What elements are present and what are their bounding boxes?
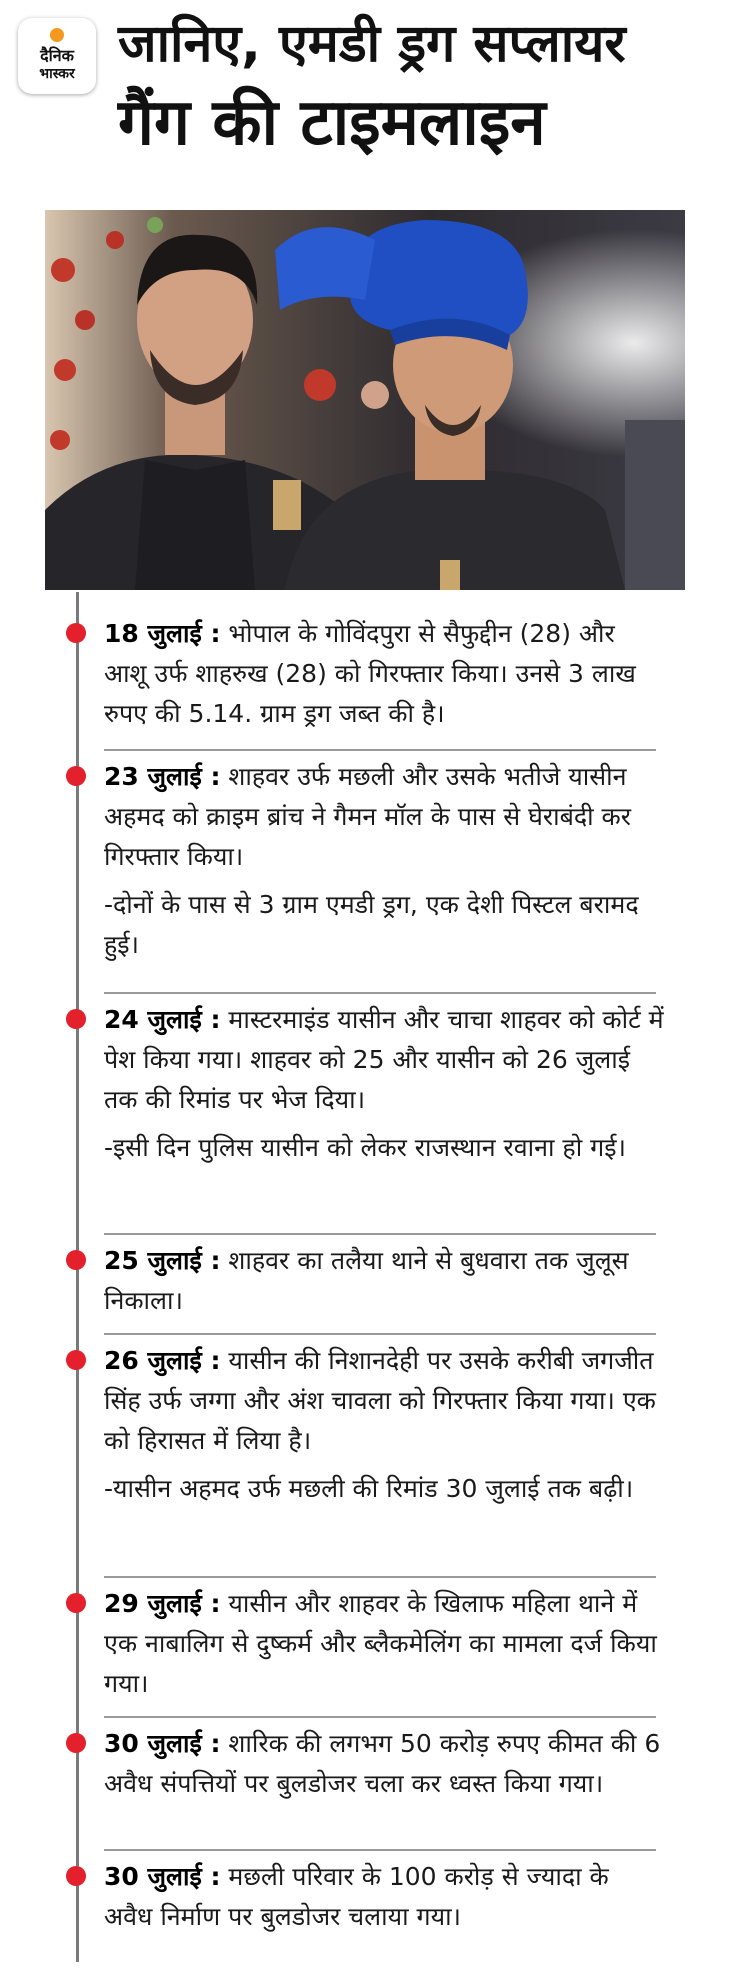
- page-title: [118, 8, 718, 166]
- timeline-dot: [66, 766, 86, 786]
- timeline-entry-2: [104, 757, 664, 965]
- entry-body: [104, 1857, 664, 1937]
- timeline-entry-7: [104, 1724, 664, 1804]
- entry-note: -दोनों के पास से 3 ग्राम एमडी ड्रग, एक देशी पिस्टल बरामद हुई।: [104, 890, 639, 959]
- photo-illustration: [45, 210, 685, 590]
- entry-body: [104, 757, 664, 877]
- photo: [45, 210, 685, 590]
- entry-date: 26 जुलाई :: [104, 1346, 221, 1375]
- entry-text: भोपाल के गोविंदपुरा से सैफुद्दीन (28) और आशू उर्फ शाहरुख (28) को गिरफ्तार किया। उनसे 3 लाख रुपए की 5.14. ग्राम ड्रग जब्त की है।: [104, 619, 636, 728]
- entry-body: [104, 1241, 664, 1321]
- entry-date: 23 जुलाई :: [104, 762, 221, 791]
- timeline-line: [76, 592, 79, 1962]
- timeline-entry-8: [104, 1857, 664, 1937]
- entry-body: [104, 1724, 664, 1804]
- entry-text: शाहवर उर्फ मछली और उसके भतीजे यासीन अहमद को क्राइम ब्रांच ने गैमन मॉल के पास से घेराबंदी कर गिरफ्तार किया।: [104, 762, 631, 871]
- title-line-2: गैंग की टाइमलाइन: [118, 86, 546, 160]
- entry-divider: [104, 1849, 656, 1851]
- entry-note: -इसी दिन पुलिस यासीन को लेकर राजस्थान रवाना हो गई।: [104, 1133, 626, 1162]
- entry-date: 18 जुलाई :: [104, 619, 221, 648]
- entry-date: 30 जुलाई :: [104, 1729, 221, 1758]
- timeline-dot: [66, 1593, 86, 1613]
- entry-date: 30 जुलाई :: [104, 1862, 221, 1891]
- timeline-dot: [66, 1009, 86, 1029]
- entry-divider: [104, 749, 656, 751]
- timeline-entry-3: [104, 1000, 664, 1168]
- entry-date: 25 जुलाई :: [104, 1246, 221, 1275]
- entry-date: 24 जुलाई :: [104, 1005, 221, 1034]
- timeline-dot: [66, 1866, 86, 1886]
- timeline-entry-1: [104, 614, 664, 734]
- timeline-entry-6: [104, 1584, 664, 1704]
- entry-text: शाहवर का तलैया थाने से बुधवारा तक जुलूस निकाला।: [104, 1246, 629, 1315]
- entry-body: [104, 1000, 664, 1120]
- logo-line-1: दैनिक: [40, 46, 74, 65]
- timeline-dot: [66, 1733, 86, 1753]
- title-line-1: जानिए, एमडी ड्रग सप्लायर: [118, 14, 626, 74]
- entry-body: [104, 614, 664, 734]
- timeline-dot: [66, 1350, 86, 1370]
- entry-text: शारिक की लगभग 50 करोड़ रुपए कीमत की 6 अवैध संपत्तियों पर बुलडोजर चला कर ध्वस्त किया गया।: [104, 1729, 661, 1798]
- timeline-entry-5: [104, 1341, 664, 1509]
- entry-divider: [104, 992, 656, 994]
- timeline-dot: [66, 1250, 86, 1270]
- entry-body: [104, 1584, 664, 1704]
- entry-divider: [104, 1333, 656, 1335]
- dainik-bhaskar-logo: [18, 18, 96, 94]
- entry-note: -यासीन अहमद उर्फ मछली की रिमांड 30 जुलाई तक बढ़ी।: [104, 1474, 634, 1503]
- timeline-dot: [66, 623, 86, 643]
- entry-date: 29 जुलाई :: [104, 1589, 221, 1618]
- entry-body: [104, 1341, 664, 1461]
- entry-text: यासीन की निशानदेही पर उसके करीबी जगजीत सिंह उर्फ जग्गा और अंश चावला को गिरफ्तार किया गया। एक को हिरासत में लिया है।: [104, 1346, 656, 1455]
- timeline-entry-4: [104, 1241, 664, 1321]
- entry-divider: [104, 1576, 656, 1578]
- entry-text: मास्टरमाइंड यासीन और चाचा शाहवर को कोर्ट में पेश किया गया। शाहवर को 25 और यासीन को 26 जुलाई तक की रिमांड पर भेज दिया।: [104, 1005, 664, 1114]
- entry-divider: [104, 1716, 656, 1718]
- logo-line-2: भास्कर: [39, 66, 75, 82]
- entry-text: यासीन और शाहवर के खिलाफ महिला थाने में एक नाबालिग से दुष्कर्म और ब्लैकमेलिंग का मामला दर्ज किया गया।: [104, 1589, 657, 1698]
- entry-divider: [104, 1233, 656, 1235]
- logo-sun-icon: [50, 28, 64, 42]
- entry-text: मछली परिवार के 100 करोड़ से ज्यादा के अवैध निर्माण पर बुलडोजर चलाया गया।: [104, 1862, 609, 1931]
